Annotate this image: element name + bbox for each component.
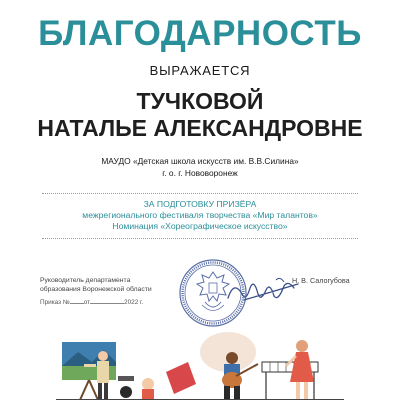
handwritten-signature-icon (224, 274, 304, 308)
award-reason-line1: ЗА ПОДГОТОВКУ ПРИЗЁРА (143, 199, 257, 209)
recipient-surname: ТУЧКОВОЙ (136, 88, 264, 114)
order-prefix: Приказ № (40, 299, 70, 306)
divider-top (42, 193, 358, 194)
recipient-given-names: НАТАЛЬЕ АЛЕКСАНДРОВНЕ (37, 115, 363, 141)
signer-title-line2: образования Воронежской области (40, 286, 152, 293)
order-date-blank (90, 298, 124, 304)
organization-city: г. о. г. Нововоронеж (162, 168, 238, 178)
banner-illustration-icon (166, 362, 196, 394)
signer-title (40, 276, 152, 294)
order-year: 2022 г. (124, 299, 144, 306)
award-reason-line2: межрегионального фестиваля творчества «Мир талантов» (82, 210, 318, 220)
divider-bottom (42, 238, 358, 239)
signer-name: Н. В. Салогубова (292, 276, 350, 285)
signer-title-line1: Руководитель департамента (40, 277, 131, 284)
painter-illustration-icon (62, 342, 116, 400)
drummer-illustration-icon (118, 376, 154, 400)
organization (0, 155, 400, 179)
order-number-blank (70, 298, 84, 304)
award-reason-line3: Номинация «Хореографическое искусство» (112, 221, 288, 231)
guitarist-illustration-icon (200, 332, 258, 400)
certificate-subtitle: ВЫРАЖАЕТСЯ (149, 63, 251, 78)
certificate-title: БЛАГОДАРНОСТЬ (38, 14, 362, 53)
order-from: от (83, 299, 91, 306)
illustration-strip (0, 322, 400, 400)
award-reason (0, 199, 400, 232)
organization-name: МАУДО «Детская школа искусств им. В.В.Силина» (101, 156, 299, 166)
order-line (40, 298, 143, 306)
